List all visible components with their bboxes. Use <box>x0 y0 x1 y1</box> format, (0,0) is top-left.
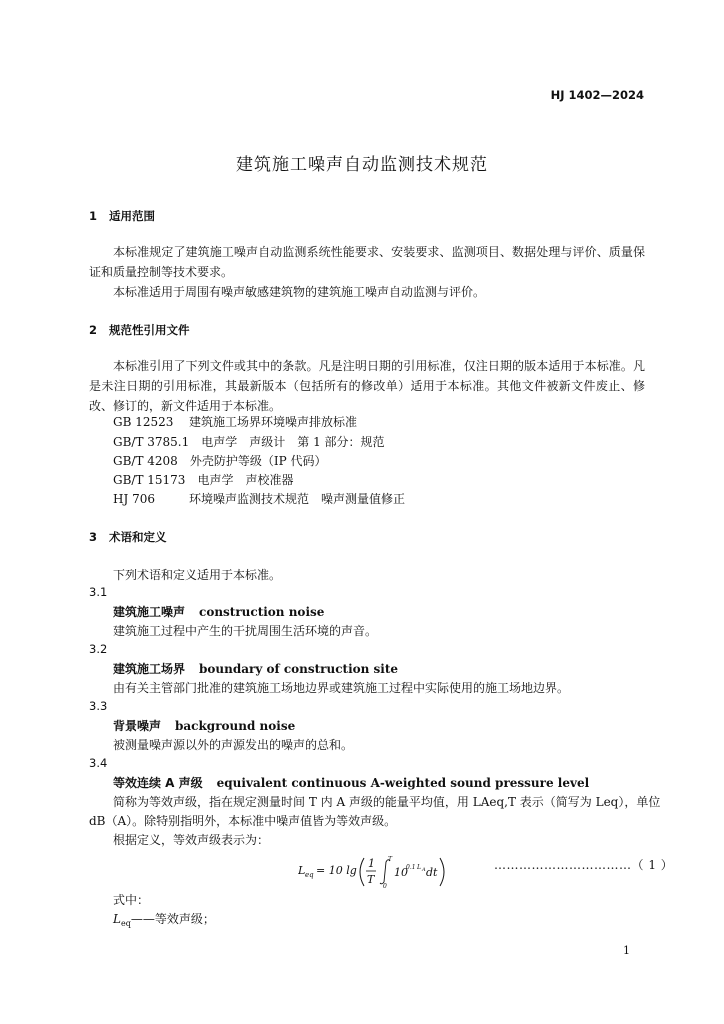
equivalent-level-formula <box>298 852 458 895</box>
term-definition: 由有关主管部门批准的建筑施工场地边界或建筑施工过程中实际使用的施工场地边界。 <box>113 681 570 695</box>
term-en: equivalent continuous A-weighted sound pressure level <box>216 776 590 790</box>
paragraph: 本标准规定了建筑施工噪声自动监测系统性能要求、安装要求、监测项目、数据处理与评价、质量保证和质量控制等技术要求。 <box>89 245 645 279</box>
term-definition: 被测量噪声源以外的声源发出的噪声的总和。 <box>113 738 354 752</box>
reference-item <box>113 433 385 450</box>
term-zh: 背景噪声 <box>113 719 162 733</box>
reference-item <box>113 490 405 507</box>
svg-text:t: t <box>433 866 438 879</box>
section-3-heading <box>89 529 167 545</box>
definition-line: 简称为等效声级，指在规定测量时间 T 内 A 声级的能量平均值，用 LAeq,T 表示（简写为 Leq），单位 <box>113 795 661 809</box>
svg-text:T: T <box>388 856 393 863</box>
term-en: background noise <box>175 719 296 733</box>
clause-number: 3.3 <box>89 699 108 713</box>
reference-code: GB/T 15173 <box>113 473 186 487</box>
paragraph: 本标准引用了下列文件或其中的条款。凡是注明日期的引用标准，仅注日期的版本适用于本标准。凡是未注日期的引用标准，其最新版本（包括所有的修改单）适用于本标准。其他文件被新文件废止、修改、修订的，新文件适用于本标准。 <box>89 359 645 413</box>
term-heading <box>113 717 295 734</box>
svg-text:= 10 lg: = 10 lg <box>316 864 357 877</box>
variable-definition: $L_{eq}——$等效声级； <box>113 912 215 928</box>
svg-text:1: 1 <box>368 857 375 870</box>
reference-item <box>113 413 357 430</box>
term-en: boundary of construction site <box>199 662 399 676</box>
reference-item <box>113 452 326 469</box>
term-heading <box>113 603 324 620</box>
standard-code: HJ 1402—2024 <box>550 88 644 102</box>
svg-text:L: L <box>298 864 306 877</box>
reference-name: 电声学 声校准器 <box>197 473 294 487</box>
section-title: 术语和定义 <box>109 530 167 544</box>
formula-leader-dots: ……………………………（ 1 ） <box>494 858 674 872</box>
term-zh: 建筑施工噪声 <box>113 605 186 619</box>
reference-name: 电声学 声级计 第 1 部分：规范 <box>201 435 385 449</box>
definition-line: dB（A）。除特别指明外，本标准中噪声值皆为等效声级。 <box>89 814 397 828</box>
term-definition: 建筑施工过程中产生的干扰周围生活环境的声音。 <box>113 624 378 638</box>
reference-code: GB/T 4208 <box>113 454 178 468</box>
svg-text:eq: eq <box>305 871 314 879</box>
section-number: 1 <box>89 209 98 223</box>
reference-item <box>113 471 293 488</box>
term-heading <box>113 660 398 677</box>
svg-text:A: A <box>422 867 426 873</box>
term-heading <box>113 774 589 791</box>
clause-number: 3.2 <box>89 642 108 656</box>
page-title: 建筑施工噪声自动监测技术规范 <box>236 155 488 175</box>
formula-number: （ 1 ） <box>631 858 674 872</box>
term-zh: 等效连续 A 声级 <box>113 776 203 790</box>
section-1-heading <box>89 208 155 224</box>
reference-code: GB/T 3785.1 <box>113 435 190 449</box>
formula-graphic <box>298 852 458 892</box>
paragraph: 下列术语和定义适用于本标准。 <box>113 568 282 582</box>
svg-text:L: L <box>417 864 421 871</box>
svg-text:d: d <box>426 866 434 879</box>
reference-code: GB 12523 <box>113 415 174 429</box>
clause-number: 3.1 <box>89 585 108 599</box>
term-zh: 建筑施工场界 <box>113 662 186 676</box>
variable-definition-text: ——等效声级； <box>130 912 215 926</box>
svg-text:10: 10 <box>394 866 408 879</box>
svg-text:T: T <box>367 873 375 886</box>
section-title: 规范性引用文件 <box>109 323 190 337</box>
clause-number: 3.4 <box>89 756 108 770</box>
svg-text:0: 0 <box>383 883 387 890</box>
page-number: 1 <box>623 944 630 957</box>
reference-name: 外壳防护等级（IP 代码） <box>189 454 327 468</box>
svg-text:0.1: 0.1 <box>406 864 416 871</box>
reference-code: HJ 706 <box>113 492 155 506</box>
reference-name: 环境噪声监测技术规范 噪声测量值修正 <box>189 492 406 506</box>
definition-line: 根据定义，等效声级表示为： <box>113 833 270 847</box>
section-2-heading <box>89 322 190 338</box>
where-label: 式中： <box>113 893 150 907</box>
section-number: 3 <box>89 530 98 544</box>
term-en: construction noise <box>199 605 325 619</box>
paragraph: 本标准适用于周围有噪声敏感建筑物的建筑施工噪声自动监测与评价。 <box>113 285 486 299</box>
section-number: 2 <box>89 323 98 337</box>
section-title: 适用范围 <box>109 209 155 223</box>
reference-name: 建筑施工场界环境噪声排放标准 <box>189 415 358 429</box>
